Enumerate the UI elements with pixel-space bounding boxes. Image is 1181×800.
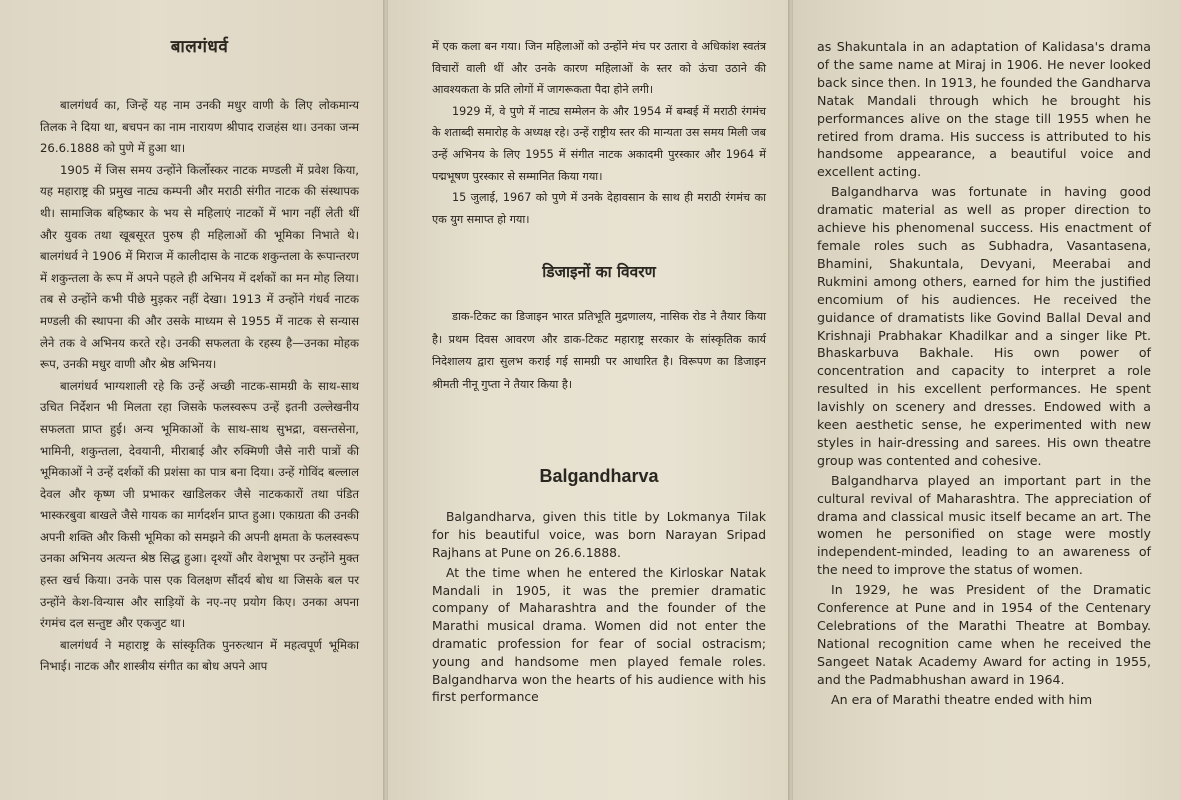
middle-panel [388,0,788,800]
english-paragraph: An era of Marathi theatre ended with him [831,691,1093,707]
hindi-biography-panel [0,0,383,800]
english-paragraph: as Shakuntala in an adaptation of Kalidasa's drama of the same name at Miraj in 1906. He never looked back since then. In 1913, he founded the Gandharva Natak Mandali through which he brought his performances alive on the stage till 1955 when he retired from drama. His success is attributed to his handsome appearance, a beautiful voice and excellent acting. [817,39,1151,180]
english-body [432,509,766,707]
hindi-body [40,95,359,678]
hindi-paragraph: बालगंधर्व ने महाराष्ट्र के सांस्कृतिक पुनरुत्थान में महत्वपूर्ण भूमिका निभाई। नाटक और शास्त्रीय संगीत का बोध अपने आप [40,637,359,674]
english-paragraph: At the time when he entered the Kirloskar Natak Mandali in 1905, it was the premier dramatic company of Maharashtra and the founder of the Marathi musical drama. Women did not enter the dramatic profession for fear of social ostracism; young and handsome men played female roles. Balgandharva won the hearts of his audience with his first performance [432,565,766,705]
hindi-paragraph: 15 जुलाई, 1967 को पुणे में उनके देहावसान के साथ ही मराठी रंगमंच का एक युग समाप्त हो गया। [432,191,766,226]
hindi-paragraph: बालगंधर्व भाग्यशाली रहे कि उन्हें अच्छी नाटक-सामग्री के साथ-साथ उचित निर्देशन भी मिलता रहा जिसके फलस्वरूप उन्हें इतनी उल्लेखनीय सफलता प्राप्त हुई। अन्य भूमिकाओं के साथ-साथ सुभद्रा, वसन्तसेना, भामिनी, शकुन्तला, देवयानी, मीराबाई और रुक्मिणी जैसे नारी पात्रों की भूमिकाओं ने उन्हें दर्शकों की प्रशंसा का पात्र बना दिया। उन्हें गोविंद बल्लाल देवल और कृष्ण जी प्रभाकर खाडिलकर जैसे नाटककारों तथा पंडित भास्करबुवा बाखले जैसे गायक का मार्गदर्शन प्राप्त हुआ। एकाग्रता की उनकी अपनी शक्ति और किसी भूमिका को समझने की अपनी क्षमता के फलस्वरूप उनका अभिनय अत्यन्त श्रेष्ठ सिद्ध हुआ। दृश्यों और वेशभूषा पर उन्होंने मुक्त हस्त खर्च किया। उनके पास एक विलक्षण सौंदर्य बोध था जिसके बल पर उन्होंने केश-विन्यास और साड़ियों के नए-नए प्रयोग किए। उनका अपना रंगमंच दल सन्तुष्ट और एकजुट था। [40,378,359,631]
english-title: Balgandharva [539,466,659,487]
english-paragraph: Balgandharva was fortunate in having good dramatic material as well as proper direction to achieve his phenomenal success. His enactment of female roles such as Subhadra, Vasantasena, Bhamini, Shakuntala, Devyani, Meerabai and Rukmini among others, earned for him the justified encomium of his audiences. He received the guidance of dramatists like Govind Ballal Deval and Krishnaji Prabhakar Khadilkar and a singer like Pt. Bhaskarbuva Bakhale. His own power of concentration and capacity to interpret a role resulted in his excellent performances. He spent lavishly on scenery and dresses. Endowed with a keen aesthetic sense, he experimented with new styles in hair-dressing and sarees. His own theatre group was contented and cohesive. [817,184,1151,468]
hindi-paragraph: 1905 में जिस समय उन्होंने किर्लोस्कर नाटक मण्डली में प्रवेश किया, यह महाराष्ट्र की प्रमुख नाट्य कम्पनी और मराठी संगीत नाटक की संस्थापक थी। सामाजिक बहिष्कार के भय से महिलाएं नाटकों में भाग नहीं लेती थीं और युवक तथा खूबसूरत पुरुष ही महिलाओं की भूमिका निभाते थे। बालगंधर्व ने 1906 में मिराज में कालीदास के नाटक शकुन्तला के रूपान्तरण में शकुन्तला के रूप में अपने पहले ही अभिनय में दर्शकों का मन मोह लिया। तब से उन्होंने कभी पीछे मुड़कर नहीं देखा। 1913 में उन्होंने गंधर्व नाटक मण्डली की स्थापना की और उसके माध्यम से 1955 में नाटक से सन्यास लेने तक वे अभिनय करते रहे। उनकी सफलता के रहस्य है—उनका मोहक रूप, उनकी मधुर वाणी और श्रेष्ठ अभिनय। [40,162,359,372]
hindi-continuation [432,36,766,230]
design-description [432,306,766,396]
english-paragraph: Balgandharva played an important part in the cultural revival of Maharashtra. The appreciation of drama and classical music itself became an art. The women he personified on stage were mostly independent-minded, leading to an awareness of the need to improve the status of women. [817,472,1151,578]
english-continuation [817,38,1151,709]
hindi-paragraph: 1929 में, वे पुणे में नाट्य सम्मेलन के और 1954 में बम्बई में मराठी रंगमंच के शताब्दी समारोह के अध्यक्ष रहे। उन्हें राष्ट्रीय स्तर की मान्यता उस समय मिली जब उन्हें अभिनय के लिए 1955 में संगीत नाटक अकादमी पुरस्कार और 1964 में पद्मभूषण पुरस्कार से सम्मानित किया गया। [432,104,766,183]
hindi-paragraph: में एक कला बन गया। जिन महिलाओं को उन्होंने मंच पर उतारा वे अधिकांश स्वतंत्र विचारों वाली थीं और उनके कारण महिलाओं के स्तर को ऊंचा उठाने की आवश्यकता के प्रति लोगों में जागरूकता पैदा होने लगी। [432,40,766,97]
english-paragraph: In 1929, he was President of the Dramatic Conference at Pune and in 1954 of the Centenary Celebrations of the Marathi Theatre at Bombay. National recognition came when he received the Sangeet Natak Academy Award for acting in 1955, and the Padmabhushan award in 1964. [817,582,1151,687]
design-description-title: डिजाइनों का विवरण [542,263,656,282]
design-paragraph: डाक-टिकट का डिजाइन भारत प्रतिभूति मुद्रणालय, नासिक रोड ने तैयार किया है। प्रथम दिवस आवरण और डाक-टिकट महाराष्ट्र सरकार के सांस्कृतिक कार्य निदेशालय द्वारा सुलभ कराई गई सामग्री पर आधारित है। विरूपण का डिजाइन श्रीमती नीनू गुप्ता ने तैयार किया है। [432,310,766,391]
english-paragraph: Balgandharva, given this title by Lokmanya Tilak for his beautiful voice, was born Narayan Sripad Rajhans at Pune on 26.6.1888. [432,510,766,560]
hindi-title: बालगंधर्व [170,37,229,57]
hindi-paragraph: बालगंधर्व का, जिन्हें यह नाम उनकी मधुर वाणी के लिए लोकमान्य तिलक ने दिया था, बचपन का नाम नारायण श्रीपाद राजहंस था। उनका जन्म 26.6.1888 को पुणे में हुआ था। [40,98,359,156]
english-continuation-panel [793,0,1181,800]
